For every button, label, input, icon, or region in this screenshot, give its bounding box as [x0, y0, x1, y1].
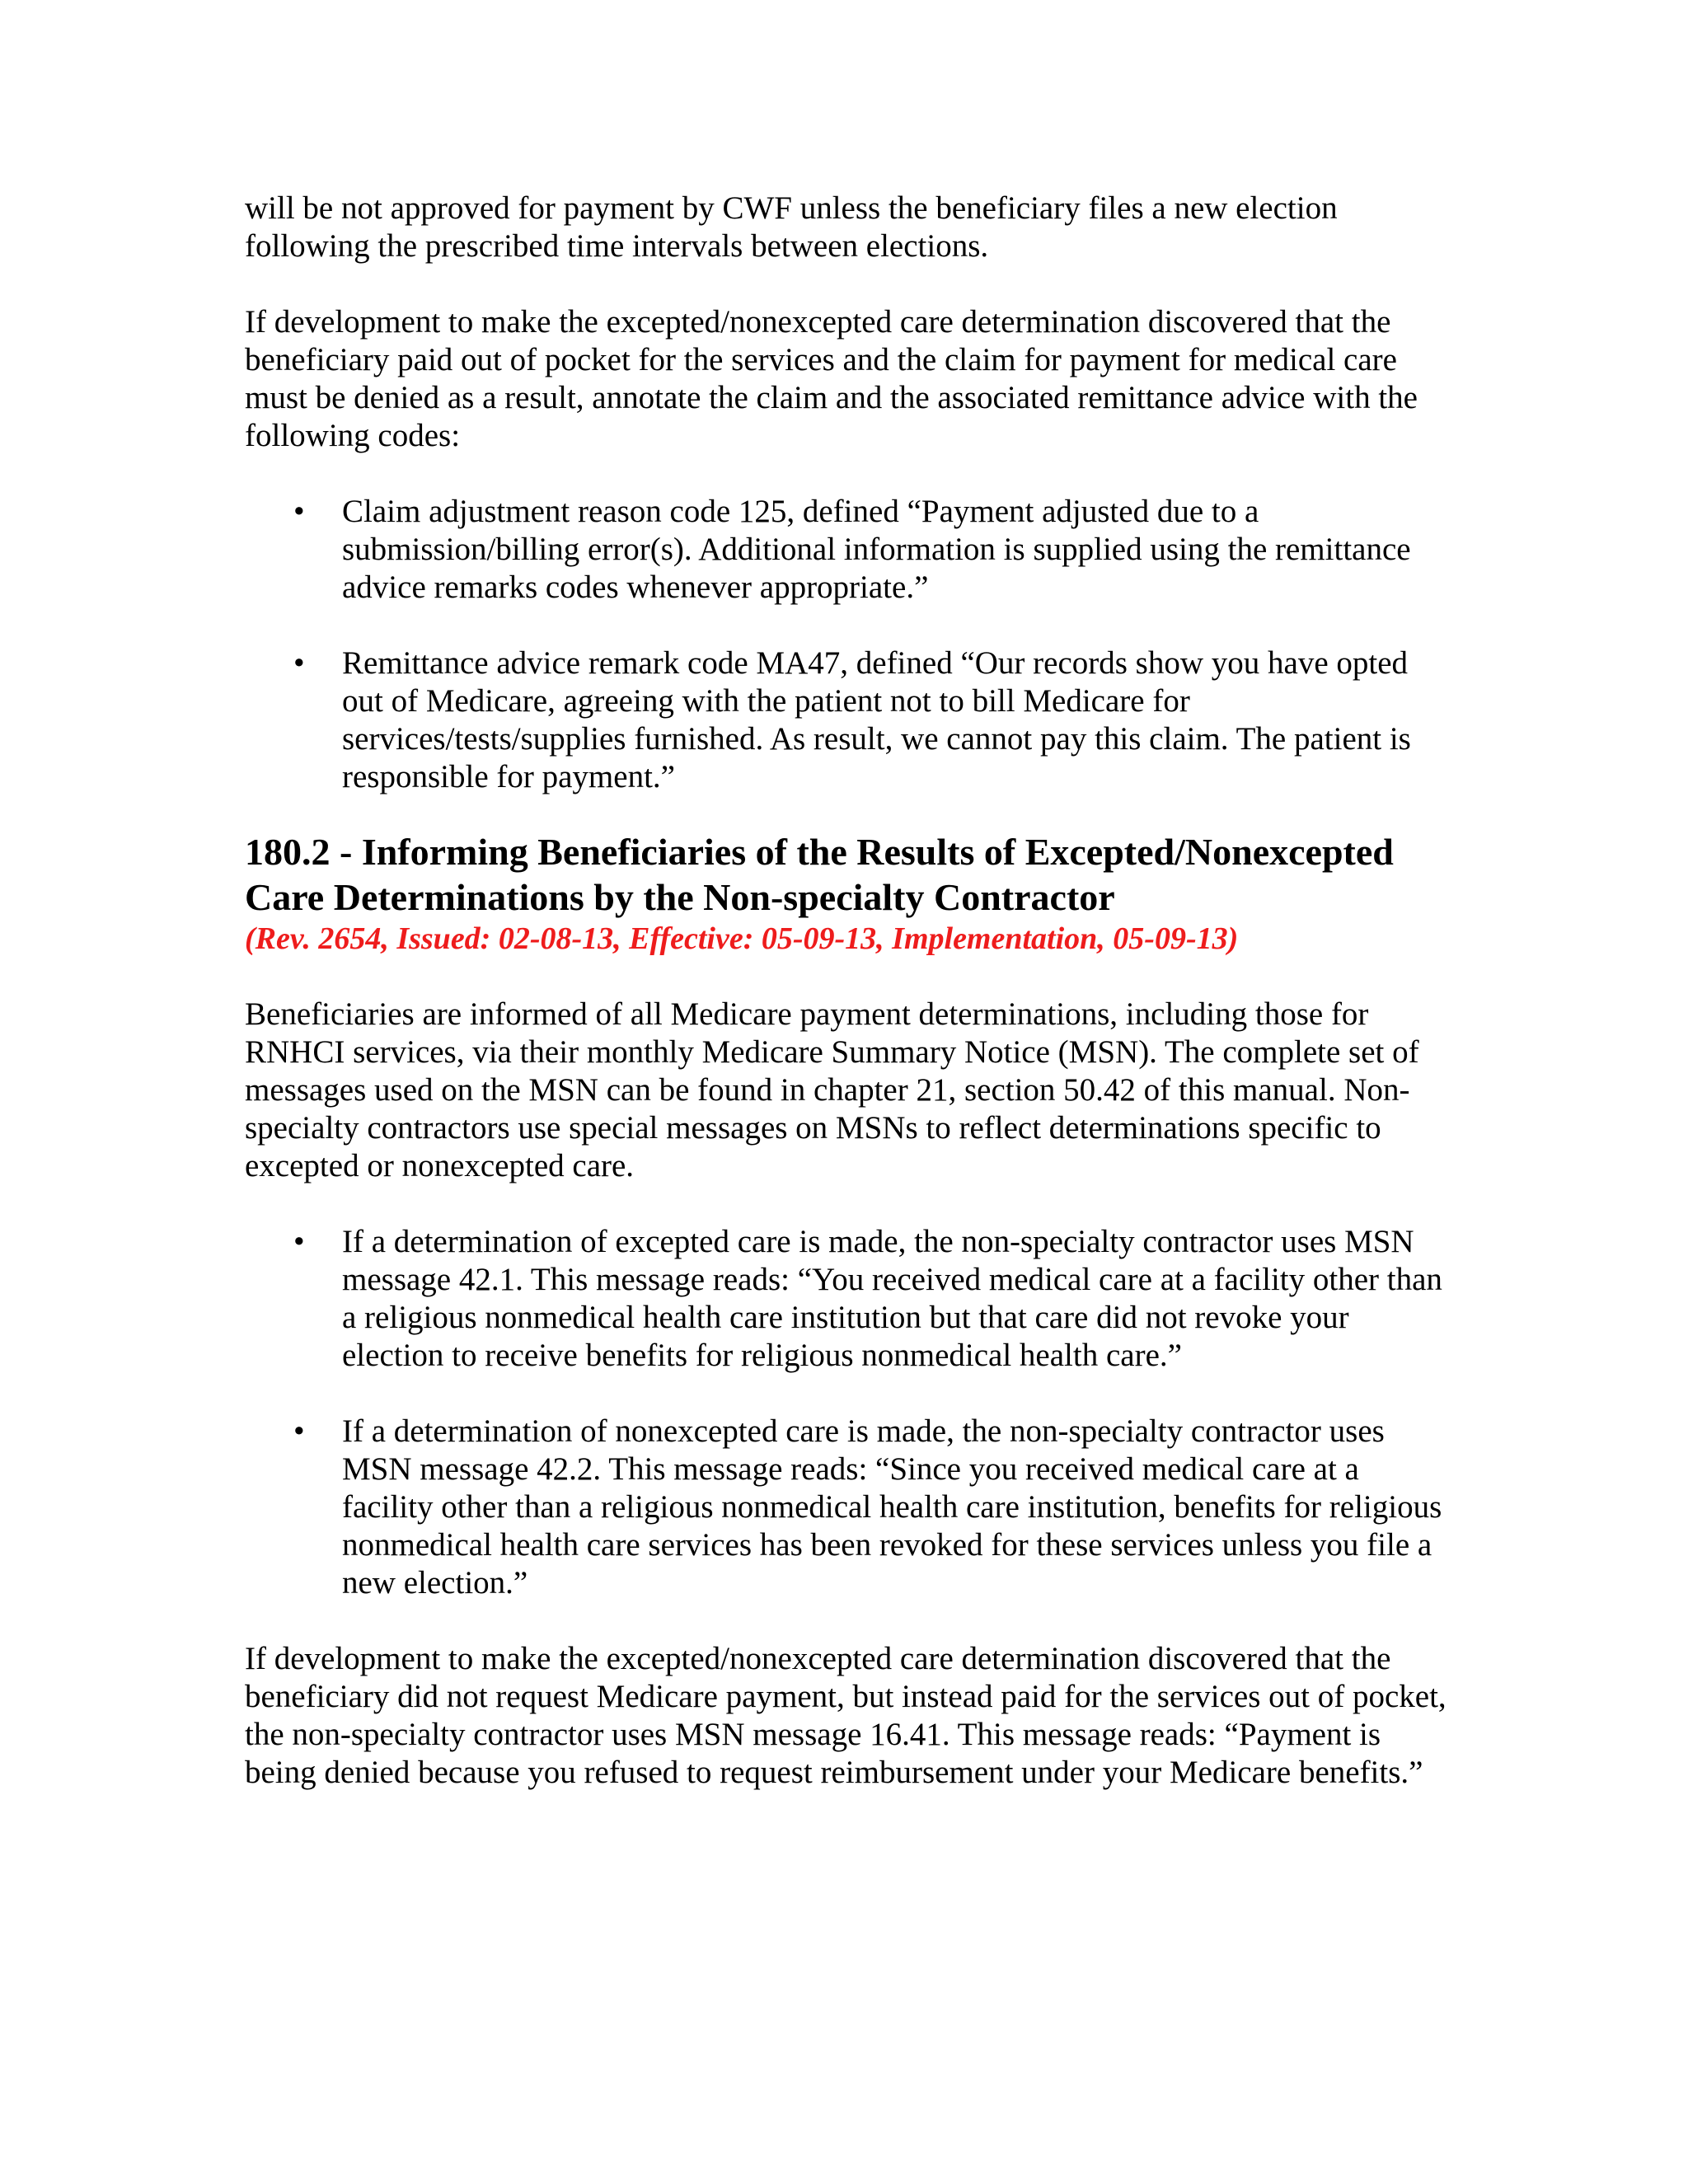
revision-note: (Rev. 2654, Issued: 02-08-13, Effective: 05-09-13, Implementation, 05-09-13)	[245, 921, 1239, 956]
remittance-codes-list	[245, 493, 1448, 796]
bullet-icon: •	[293, 645, 305, 681]
document-page	[245, 190, 1448, 1792]
bullet-icon: •	[293, 1224, 305, 1259]
list-item-text: Remittance advice remark code MA47, defined “Our records show you have opted out of Medicare, agreeing with the patient not to bill Medicare for services/tests/supplies furnished. As result, we cannot pay this claim. The patient is responsible for payment.”	[342, 645, 1411, 794]
msn-intro-paragraph: Beneficiaries are informed of all Medicare payment determinations, including those for RNHCI services, via their monthly Medicare Summary Notice (MSN). The complete set of messages used on the MSN can be found in chapter 21, section 50.42 of this manual. Non-specialty contractors use special messages on MSNs to reflect determinations specific to excepted or nonexcepted care.	[245, 996, 1419, 1183]
msn-messages-list	[245, 1223, 1448, 1602]
list-item	[245, 644, 1448, 796]
bullet-icon: •	[293, 494, 305, 529]
development-paragraph: If development to make the excepted/nonexcepted care determination discovered that the beneficiary paid out of pocket for the services and the claim for payment for medical care must be denied as a result, annotate the claim and the associated remittance advice with the following codes:	[245, 304, 1418, 453]
closing-paragraph: If development to make the excepted/nonexcepted care determination discovered that the beneficiary did not request Medicare payment, but instead paid for the services out of pocket, the non-specialty contractor uses MSN message 16.41. This message reads: “Payment is being denied because you refused to request reimbursement under your Medicare benefits.”	[245, 1641, 1447, 1790]
list-item	[245, 1223, 1448, 1375]
list-item-text: Claim adjustment reason code 125, defined “Payment adjusted due to a submission/billing error(s). Additional information is supplied using the remittance advice remarks codes whenever appropriate.”	[342, 494, 1411, 605]
list-item-text: If a determination of excepted care is made, the non-specialty contractor uses MSN message 42.1. This message reads: “You received medical care at a facility other than a religious nonmedical health care institution but that care did not revoke your election to receive benefits for religious nonmedical health care.”	[342, 1224, 1442, 1373]
section-heading: 180.2 - Informing Beneficiaries of the Results of Excepted/Nonexcepted Care Determinations by the Non-specialty Contractor	[245, 831, 1394, 918]
list-item-text: If a determination of nonexcepted care is made, the non-specialty contractor uses MSN message 42.2. This message reads: “Since you received medical care at a facility other than a religious nonmedical health care institution, benefits for religious nonmedical health care services has been revoked for these services unless you file a new election.”	[342, 1413, 1442, 1601]
bullet-icon: •	[293, 1413, 305, 1449]
list-item	[245, 1413, 1448, 1602]
list-item	[245, 493, 1448, 607]
continuation-paragraph: will be not approved for payment by CWF unless the beneficiary files a new election following the prescribed time intervals between elections.	[245, 190, 1338, 264]
